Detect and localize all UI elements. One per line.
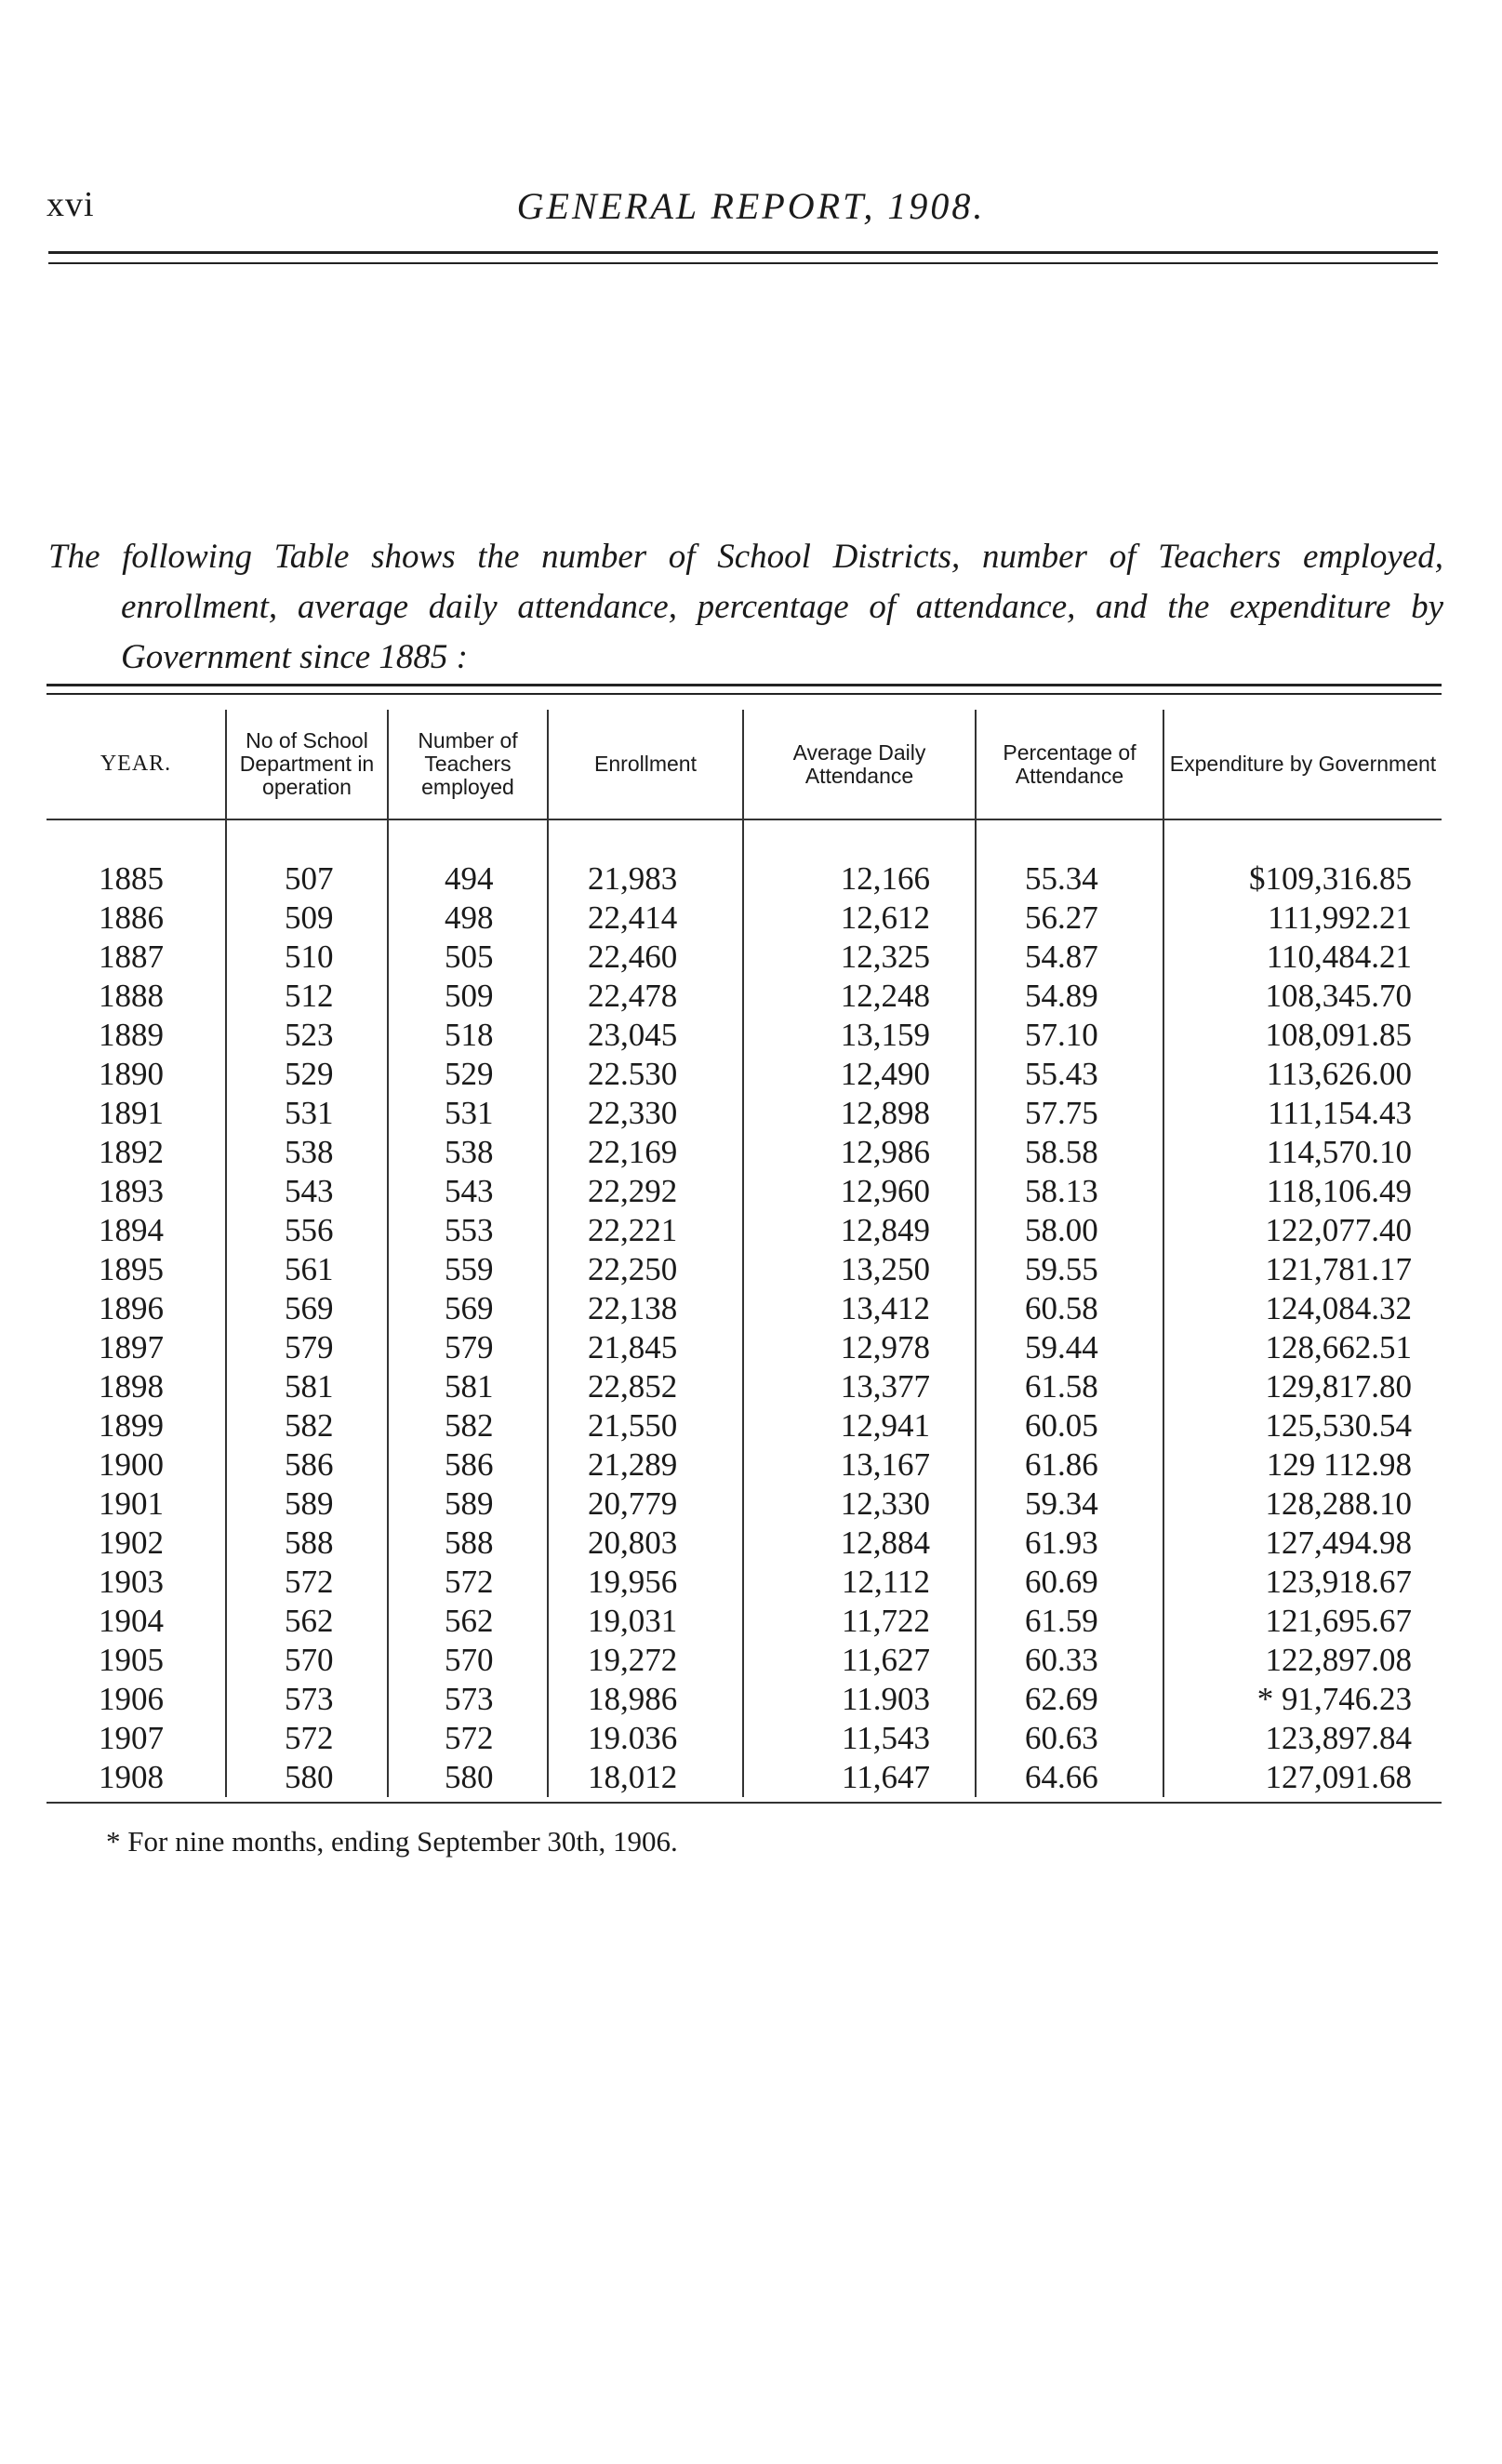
cell-year: 1886: [99, 899, 164, 936]
cell-average-attendance: 11.903: [743, 1680, 976, 1719]
cell-expenditure: 127,494.98: [1163, 1524, 1442, 1563]
cell-year: 1907: [99, 1720, 164, 1756]
cell-departments: 538: [226, 1133, 388, 1172]
cell-percentage: 57.10: [976, 1016, 1163, 1055]
header-teachers: Number of Teachers employed: [388, 710, 548, 819]
cell-percentage: 58.13: [976, 1172, 1163, 1211]
cell-percentage: 60.05: [976, 1406, 1163, 1445]
cell-enrollment: 22,138: [548, 1289, 743, 1328]
cell-enrollment: 19,956: [548, 1563, 743, 1602]
cell-enrollment: 19.036: [548, 1719, 743, 1758]
table-top-rule: [47, 684, 1442, 686]
cell-departments: 556: [226, 1211, 388, 1250]
table-row: [47, 1328, 1442, 1367]
cell-expenditure: 123,897.84: [1163, 1719, 1442, 1758]
cell-enrollment: 22,478: [548, 977, 743, 1016]
cell-enrollment: 20,779: [548, 1485, 743, 1524]
cell-enrollment: 21,550: [548, 1406, 743, 1445]
spacer-cell: [1163, 819, 1442, 859]
cell-teachers: 570: [388, 1641, 548, 1680]
table-spacer-row: [47, 819, 1442, 859]
cell-teachers: 498: [388, 899, 548, 938]
cell-average-attendance: 12,112: [743, 1563, 976, 1602]
cell-year: 1896: [99, 1290, 164, 1326]
cell-departments: 510: [226, 938, 388, 977]
spacer-cell: [976, 819, 1163, 859]
cell-expenditure: 108,345.70: [1163, 977, 1442, 1016]
cell-year: 1889: [99, 1017, 164, 1053]
header-percentage: Percentage of Attendance: [976, 710, 1163, 819]
cell-expenditure: 111,154.43: [1163, 1094, 1442, 1133]
cell-average-attendance: 12,941: [743, 1406, 976, 1445]
cell-enrollment: 19,272: [548, 1641, 743, 1680]
cell-percentage: 55.34: [976, 859, 1163, 899]
cell-expenditure: 110,484.21: [1163, 938, 1442, 977]
cell-expenditure: 108,091.85: [1163, 1016, 1442, 1055]
cell-expenditure: 114,570.10: [1163, 1133, 1442, 1172]
cell-enrollment: 22,169: [548, 1133, 743, 1172]
table-row: [47, 1094, 1442, 1133]
cell-year: 1890: [99, 1056, 164, 1092]
cell-percentage: 58.58: [976, 1133, 1163, 1172]
spacer-cell: [388, 819, 548, 859]
header-enrollment: Enrollment: [548, 710, 743, 819]
cell-year: 1891: [99, 1095, 164, 1131]
cell-teachers: 559: [388, 1250, 548, 1289]
cell-percentage: 58.00: [976, 1211, 1163, 1250]
cell-average-attendance: 13,377: [743, 1367, 976, 1406]
cell-enrollment: 22.530: [548, 1055, 743, 1094]
cell-average-attendance: 11,627: [743, 1641, 976, 1680]
cell-expenditure: 124,084.32: [1163, 1289, 1442, 1328]
cell-departments: 561: [226, 1250, 388, 1289]
table-row: [47, 1485, 1442, 1524]
cell-departments: 570: [226, 1641, 388, 1680]
cell-departments: 569: [226, 1289, 388, 1328]
cell-average-attendance: 12,248: [743, 977, 976, 1016]
spacer-cell: [743, 819, 976, 859]
footnote: * For nine months, ending September 30th, 1906.: [106, 1825, 678, 1858]
table-row: [47, 1445, 1442, 1485]
cell-enrollment: 18,986: [548, 1680, 743, 1719]
cell-percentage: 54.87: [976, 938, 1163, 977]
cell-percentage: 54.89: [976, 977, 1163, 1016]
cell-expenditure: 113,626.00: [1163, 1055, 1442, 1094]
table-row: [47, 1289, 1442, 1328]
cell-average-attendance: 12,490: [743, 1055, 976, 1094]
cell-departments: 572: [226, 1719, 388, 1758]
cell-enrollment: 21,845: [548, 1328, 743, 1367]
cell-average-attendance: 12,612: [743, 899, 976, 938]
cell-teachers: 588: [388, 1524, 548, 1563]
cell-year: 1903: [99, 1564, 164, 1600]
cell-teachers: 569: [388, 1289, 548, 1328]
cell-teachers: 580: [388, 1758, 548, 1797]
table-row: [47, 899, 1442, 938]
statistics-table: [47, 710, 1442, 1797]
cell-average-attendance: 12,978: [743, 1328, 976, 1367]
table-row: [47, 1367, 1442, 1406]
cell-departments: 529: [226, 1055, 388, 1094]
cell-year: 1885: [99, 860, 164, 897]
cell-average-attendance: 11,722: [743, 1602, 976, 1641]
cell-year: 1908: [99, 1759, 164, 1795]
table-row: [47, 1602, 1442, 1641]
cell-departments: 579: [226, 1328, 388, 1367]
cell-enrollment: 21,983: [548, 859, 743, 899]
cell-year: 1906: [99, 1681, 164, 1717]
cell-average-attendance: 11,543: [743, 1719, 976, 1758]
cell-departments: 543: [226, 1172, 388, 1211]
header-expenditure: Expenditure by Government: [1163, 710, 1442, 819]
cell-expenditure: 111,992.21: [1163, 899, 1442, 938]
page-number: xvi: [47, 185, 95, 224]
table-row: [47, 1641, 1442, 1680]
cell-year: 1905: [99, 1642, 164, 1678]
cell-year: 1899: [99, 1407, 164, 1444]
table-row: [47, 1406, 1442, 1445]
cell-expenditure: 128,662.51: [1163, 1328, 1442, 1367]
cell-teachers: 553: [388, 1211, 548, 1250]
cell-enrollment: 22,221: [548, 1211, 743, 1250]
table-row: [47, 1758, 1442, 1797]
cell-teachers: 581: [388, 1367, 548, 1406]
cell-teachers: 572: [388, 1719, 548, 1758]
table-row: [47, 1524, 1442, 1563]
cell-enrollment: 22,460: [548, 938, 743, 977]
cell-expenditure: 122,077.40: [1163, 1211, 1442, 1250]
cell-teachers: 543: [388, 1172, 548, 1211]
cell-average-attendance: 13,250: [743, 1250, 976, 1289]
cell-departments: 512: [226, 977, 388, 1016]
cell-expenditure: 118,106.49: [1163, 1172, 1442, 1211]
cell-enrollment: 23,045: [548, 1016, 743, 1055]
cell-percentage: 60.63: [976, 1719, 1163, 1758]
running-title: GENERAL REPORT, 1908.: [516, 185, 986, 227]
cell-year: 1898: [99, 1368, 164, 1405]
cell-departments: 509: [226, 899, 388, 938]
cell-year: 1901: [99, 1485, 164, 1522]
cell-teachers: 518: [388, 1016, 548, 1055]
cell-teachers: 505: [388, 938, 548, 977]
cell-teachers: 509: [388, 977, 548, 1016]
spacer-cell: [226, 819, 388, 859]
table-row: [47, 1250, 1442, 1289]
cell-departments: 580: [226, 1758, 388, 1797]
table-row: [47, 977, 1442, 1016]
cell-average-attendance: 12,884: [743, 1524, 976, 1563]
cell-year: 1888: [99, 978, 164, 1014]
cell-teachers: 572: [388, 1563, 548, 1602]
cell-percentage: 61.93: [976, 1524, 1163, 1563]
table-row: [47, 938, 1442, 977]
cell-average-attendance: 12,898: [743, 1094, 976, 1133]
cell-average-attendance: 12,330: [743, 1485, 976, 1524]
cell-departments: 523: [226, 1016, 388, 1055]
cell-expenditure: 123,918.67: [1163, 1563, 1442, 1602]
cell-average-attendance: 12,960: [743, 1172, 976, 1211]
header-rule-secondary: [48, 262, 1438, 264]
cell-enrollment: 22,292: [548, 1172, 743, 1211]
table-body: [47, 819, 1442, 1797]
cell-year: 1893: [99, 1173, 164, 1209]
cell-year: 1902: [99, 1525, 164, 1561]
cell-year: 1897: [99, 1329, 164, 1365]
cell-average-attendance: 13,412: [743, 1289, 976, 1328]
cell-average-attendance: 11,647: [743, 1758, 976, 1797]
cell-expenditure: 128,288.10: [1163, 1485, 1442, 1524]
cell-percentage: 61.59: [976, 1602, 1163, 1641]
intro-paragraph: The following Table shows the number of School Districts, number of Teachers employed, enrollment, average daily attendance, percentage of attendance, and the expenditure by Government since 1885 :: [48, 538, 1443, 676]
cell-teachers: 529: [388, 1055, 548, 1094]
cell-average-attendance: 12,325: [743, 938, 976, 977]
spacer-cell: [548, 819, 743, 859]
cell-percentage: 59.55: [976, 1250, 1163, 1289]
cell-enrollment: 22,330: [548, 1094, 743, 1133]
cell-percentage: 59.34: [976, 1485, 1163, 1524]
cell-percentage: 60.58: [976, 1289, 1163, 1328]
header-average-attendance: Average Daily Attendance: [743, 710, 976, 819]
table-top-rule-secondary: [47, 693, 1442, 695]
cell-expenditure: * 91,746.23: [1163, 1680, 1442, 1719]
cell-expenditure: 129 112.98: [1163, 1445, 1442, 1485]
table-row: [47, 1719, 1442, 1758]
cell-departments: 589: [226, 1485, 388, 1524]
spacer-cell: [47, 819, 226, 859]
cell-enrollment: 22,250: [548, 1250, 743, 1289]
cell-expenditure: $109,316.85: [1163, 859, 1442, 899]
cell-teachers: 494: [388, 859, 548, 899]
cell-expenditure: 129,817.80: [1163, 1367, 1442, 1406]
cell-teachers: 573: [388, 1680, 548, 1719]
cell-expenditure: 121,695.67: [1163, 1602, 1442, 1641]
cell-enrollment: 22,414: [548, 899, 743, 938]
cell-departments: 562: [226, 1602, 388, 1641]
cell-year: 1895: [99, 1251, 164, 1287]
cell-percentage: 64.66: [976, 1758, 1163, 1797]
cell-teachers: 579: [388, 1328, 548, 1367]
cell-percentage: 61.86: [976, 1445, 1163, 1485]
cell-teachers: 562: [388, 1602, 548, 1641]
table-row: [47, 1016, 1442, 1055]
cell-average-attendance: 12,166: [743, 859, 976, 899]
cell-enrollment: 19,031: [548, 1602, 743, 1641]
table-header-row: [47, 710, 1442, 819]
cell-teachers: 531: [388, 1094, 548, 1133]
table-row: [47, 859, 1442, 899]
cell-teachers: 582: [388, 1406, 548, 1445]
header-year: YEAR.: [100, 752, 172, 776]
cell-percentage: 62.69: [976, 1680, 1163, 1719]
cell-percentage: 59.44: [976, 1328, 1163, 1367]
table-row: [47, 1211, 1442, 1250]
cell-year: 1894: [99, 1212, 164, 1248]
cell-expenditure: 125,530.54: [1163, 1406, 1442, 1445]
table-row: [47, 1172, 1442, 1211]
cell-departments: 572: [226, 1563, 388, 1602]
cell-year: 1892: [99, 1134, 164, 1170]
cell-percentage: 55.43: [976, 1055, 1163, 1094]
cell-enrollment: 21,289: [548, 1445, 743, 1485]
cell-enrollment: 22,852: [548, 1367, 743, 1406]
cell-departments: 507: [226, 859, 388, 899]
cell-year: 1900: [99, 1446, 164, 1483]
cell-percentage: 60.69: [976, 1563, 1163, 1602]
cell-year: 1887: [99, 939, 164, 975]
cell-teachers: 538: [388, 1133, 548, 1172]
cell-departments: 573: [226, 1680, 388, 1719]
cell-departments: 588: [226, 1524, 388, 1563]
header-departments: No of School Department in operation: [226, 710, 388, 819]
cell-percentage: 60.33: [976, 1641, 1163, 1680]
cell-departments: 582: [226, 1406, 388, 1445]
table-row: [47, 1055, 1442, 1094]
cell-departments: 586: [226, 1445, 388, 1485]
header-rule: [48, 251, 1438, 254]
cell-teachers: 589: [388, 1485, 548, 1524]
cell-expenditure: 127,091.68: [1163, 1758, 1442, 1797]
cell-percentage: 56.27: [976, 899, 1163, 938]
cell-average-attendance: 12,986: [743, 1133, 976, 1172]
cell-year: 1904: [99, 1603, 164, 1639]
cell-departments: 581: [226, 1367, 388, 1406]
cell-teachers: 586: [388, 1445, 548, 1485]
cell-expenditure: 121,781.17: [1163, 1250, 1442, 1289]
cell-average-attendance: 12,849: [743, 1211, 976, 1250]
table-row: [47, 1133, 1442, 1172]
table-row: [47, 1680, 1442, 1719]
cell-average-attendance: 13,159: [743, 1016, 976, 1055]
table-bottom-rule: [47, 1802, 1442, 1804]
table-row: [47, 1563, 1442, 1602]
cell-enrollment: 20,803: [548, 1524, 743, 1563]
cell-percentage: 61.58: [976, 1367, 1163, 1406]
cell-percentage: 57.75: [976, 1094, 1163, 1133]
cell-departments: 531: [226, 1094, 388, 1133]
cell-average-attendance: 13,167: [743, 1445, 976, 1485]
cell-enrollment: 18,012: [548, 1758, 743, 1797]
cell-expenditure: 122,897.08: [1163, 1641, 1442, 1680]
